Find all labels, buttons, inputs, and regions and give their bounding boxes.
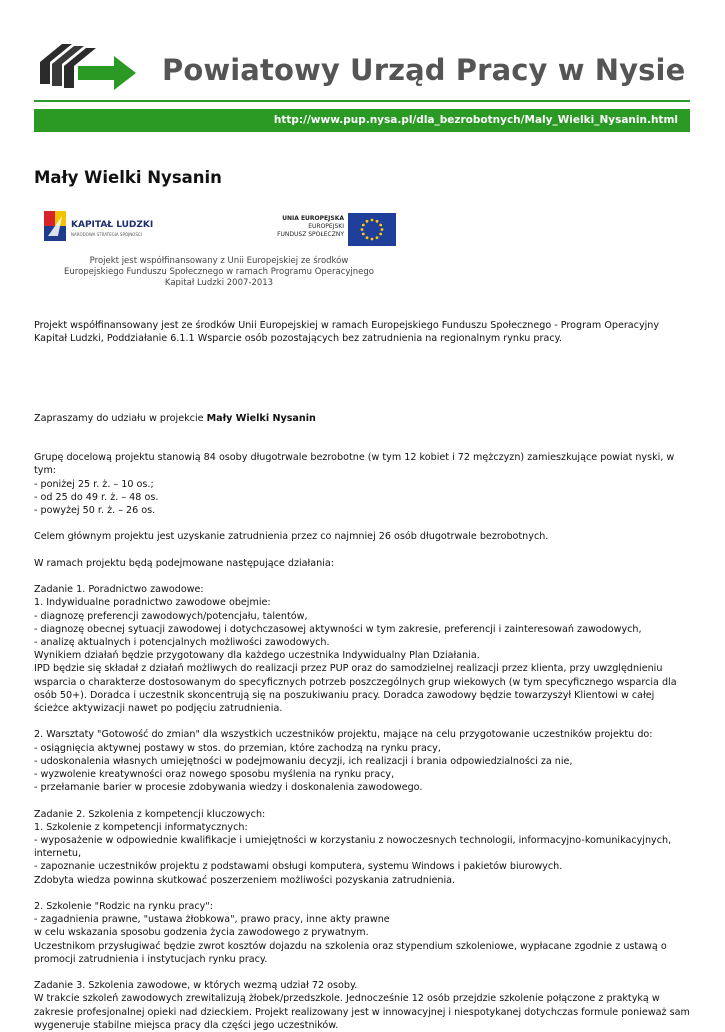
actions-intro: W ramach projektu będą podejmowane następujące działania: <box>34 557 334 569</box>
goal-paragraph: Celem głównym projektu jest uzyskanie zatrudnienia przez co najmniej 26 osób długotrwale bezrobotnych. <box>34 531 549 543</box>
task2-allowance: Uczestnikom przysługiwać będzie zwrot kosztów dojazdu na szkolenia oraz stypendium szkoleniowe, wypłacane zgodnie z ustawą o promocji zatrudnienia i instytucjach rynku pracy. <box>34 940 667 965</box>
invite-prefix: Zapraszamy do udziału w projekcie <box>34 412 204 424</box>
article-body <box>34 319 690 1032</box>
eu-funding-banner <box>34 203 404 293</box>
invite-project-name: Mały Wielki Nysanin <box>206 412 316 424</box>
task2-item: - wyposażenie w odpowiednie kwalifikacje i umiejętności w korzystaniu z nowoczesnych technologii, informacyjno-komunikacyjnych, internetu, <box>34 834 672 860</box>
kapital-ludzki-logo <box>44 209 164 249</box>
task2-title: Zadanie 2. Szkolenia z kompetencji kluczowych: <box>34 808 266 820</box>
age-group-item: - powyżej 50 r. ż. – 26 os. <box>34 504 156 516</box>
task1-ipd: IPD będzie się składał z działań możliwych do realizacji przez PUP oraz do samodzielnej realizacji przez klienta, przy uwzględnieniu wsparcia o charakterze dostosowanym do specyficznych potrzeb poszczególnych grup wiekowych (w tym specyficznego wsparcia dla osób 50+). Doradca i uczestnik skoncentrują się na poszukiwaniu pracy. Doradca zawodowy będzie towarzyszył Klientowi w całej ścieżce aktywizacji nawet po podjęciu zatrudnienia. <box>34 663 677 714</box>
task1-item: - diagnozę preferencji zawodowych/potencjału, talentów, <box>34 610 308 622</box>
pup-logo-arrows-icon <box>38 40 138 92</box>
eu-line-3: FUNDUSZ SPOŁECZNY <box>277 231 344 238</box>
site-title: Powiatowy Urząd Pracy w Nysie <box>162 53 686 87</box>
task2-parent-item: w celu wskazania sposobu godzenia życia zawodowego z prywatnym. <box>34 927 369 939</box>
age-group-item: - od 25 do 49 r. ż. – 48 os. <box>34 491 159 503</box>
task2-sub1: 1. Szkolenie z kompetencji informatycznych: <box>34 821 248 833</box>
task2-parent-item: - zagadnienia prawne, "ustawa żłobkowa", prawo pracy, inne akty prawne <box>34 914 390 926</box>
eu-line-2: EUROPEJSKI <box>308 223 344 230</box>
task2-sub2: 2. Szkolenie "Rodzic na rynku pracy": <box>34 900 213 912</box>
eu-flag-icon <box>348 213 396 246</box>
page-url-bar <box>34 109 690 132</box>
intro-paragraph: Projekt współfinansowany jest ze środków Unii Europejskiej w ramach Europejskiego Funduszu Społecznego - Program Operacyjny Kapitał Ludzki, Poddziałanie 6.1.1 Wsparcie osób pozostających bez zatrudnienia na regionalnym rynku pracy. <box>34 320 660 345</box>
banner-caption-line-1: Projekt jest współfinansowany z Unii Europejskiej ze środków <box>89 256 349 266</box>
target-group-paragraph: Grupę docelową projektu stanowią 84 osoby długotrwale bezrobotne (w tym 12 kobiet i 72 mężczyzn) zamieszkujące powiat nyski, w tym: <box>34 452 675 477</box>
kapital-ludzki-title: KAPITAŁ LUDZKI <box>71 220 154 230</box>
task1-item: - diagnozę obecnej sytuacji zawodowej i dotychczasowej aktywności w tym zakresie, preferencji i zainteresowań zawodowych, <box>34 623 642 635</box>
site-header <box>0 0 725 135</box>
task1-workshop-item: - przełamanie barier w procesie zdobywania wiedzy i doskonalenia zawodowego. <box>34 782 423 794</box>
kapital-ludzki-emblem-icon <box>44 211 66 241</box>
banner-caption-line-3: Kapitał Ludzki 2007-2013 <box>164 278 274 288</box>
kapital-ludzki-subtitle: NARODOWA STRATEGIA SPÓJNOŚCI <box>71 232 142 237</box>
banner-caption-line-2: Europejskiego Funduszu Społecznego w ramach Programu Operacyjnego <box>64 267 374 277</box>
age-group-item: - poniżej 25 r. ż. – 10 os.; <box>34 478 154 490</box>
eu-label <box>256 215 344 239</box>
page-title: Mały Wielki Nysanin <box>34 168 222 187</box>
task1-workshop-item: - wyzwolenie kreatywności oraz nowego sposobu myślenia na rynku pracy, <box>34 768 395 780</box>
banner-caption <box>34 256 404 289</box>
task2-result: Zdobyta wiedza powinna skutkować poszerzeniem możliwości pozyskania zatrudnienia. <box>34 874 456 886</box>
header-divider <box>34 100 690 102</box>
task1-item: - analizę aktualnych i potencjalnych możliwości zawodowych. <box>34 636 330 648</box>
task1-result: Wynikiem działań będzie przygotowany dla każdego uczestnika Indywidualny Plan Działania. <box>34 650 480 662</box>
task1-sub1: 1. Indywidualne poradnictwo zawodowe obejmie: <box>34 597 271 609</box>
task3-title: Zadanie 3. Szkolenia zawodowe, w których wezmą udział 72 osoby. <box>34 980 358 992</box>
eu-line-1: UNIA EUROPEJSKA <box>282 215 344 222</box>
task2-item: - zapoznanie uczestników projektu z podstawami obsługi komputera, systemu Windows i pakietów biurowych. <box>34 861 563 873</box>
invite-paragraph <box>34 412 690 425</box>
page-url[interactable]: http://www.pup.nysa.pl/dla_bezrobotnych/Maly_Wielki_Nysanin.html <box>273 114 678 126</box>
task1-sub2: 2. Warsztaty "Gotowość do zmian" dla wszystkich uczestników projektu, mające na celu przygotowanie uczestników projektu do: <box>34 729 653 741</box>
task1-workshop-item: - udoskonalenia własnych umiejętności w podejmowaniu decyzji, ich realizacji i brania odpowiedzialności za nie, <box>34 755 573 767</box>
task1-title: Zadanie 1. Poradnictwo zawodowe: <box>34 584 204 596</box>
task1-workshop-item: - osiągnięcia aktywnej postawy w stos. do przemian, które zachodzą na rynku pracy, <box>34 742 441 754</box>
task3-text: W trakcie szkoleń zawodowych zrewitalizują żłobek/przedszkole. Jednocześnie 12 osób przejdzie szkolenie połączone z praktyką w zakresie profesjonalnej opieki nad dzieckiem. Projekt realizowany jest w innowacyjnej i niespotykanej dotychczas formule ponieważ sam wygeneruje stabilne miejsca pracy dla części jego uczestników. <box>34 993 690 1031</box>
